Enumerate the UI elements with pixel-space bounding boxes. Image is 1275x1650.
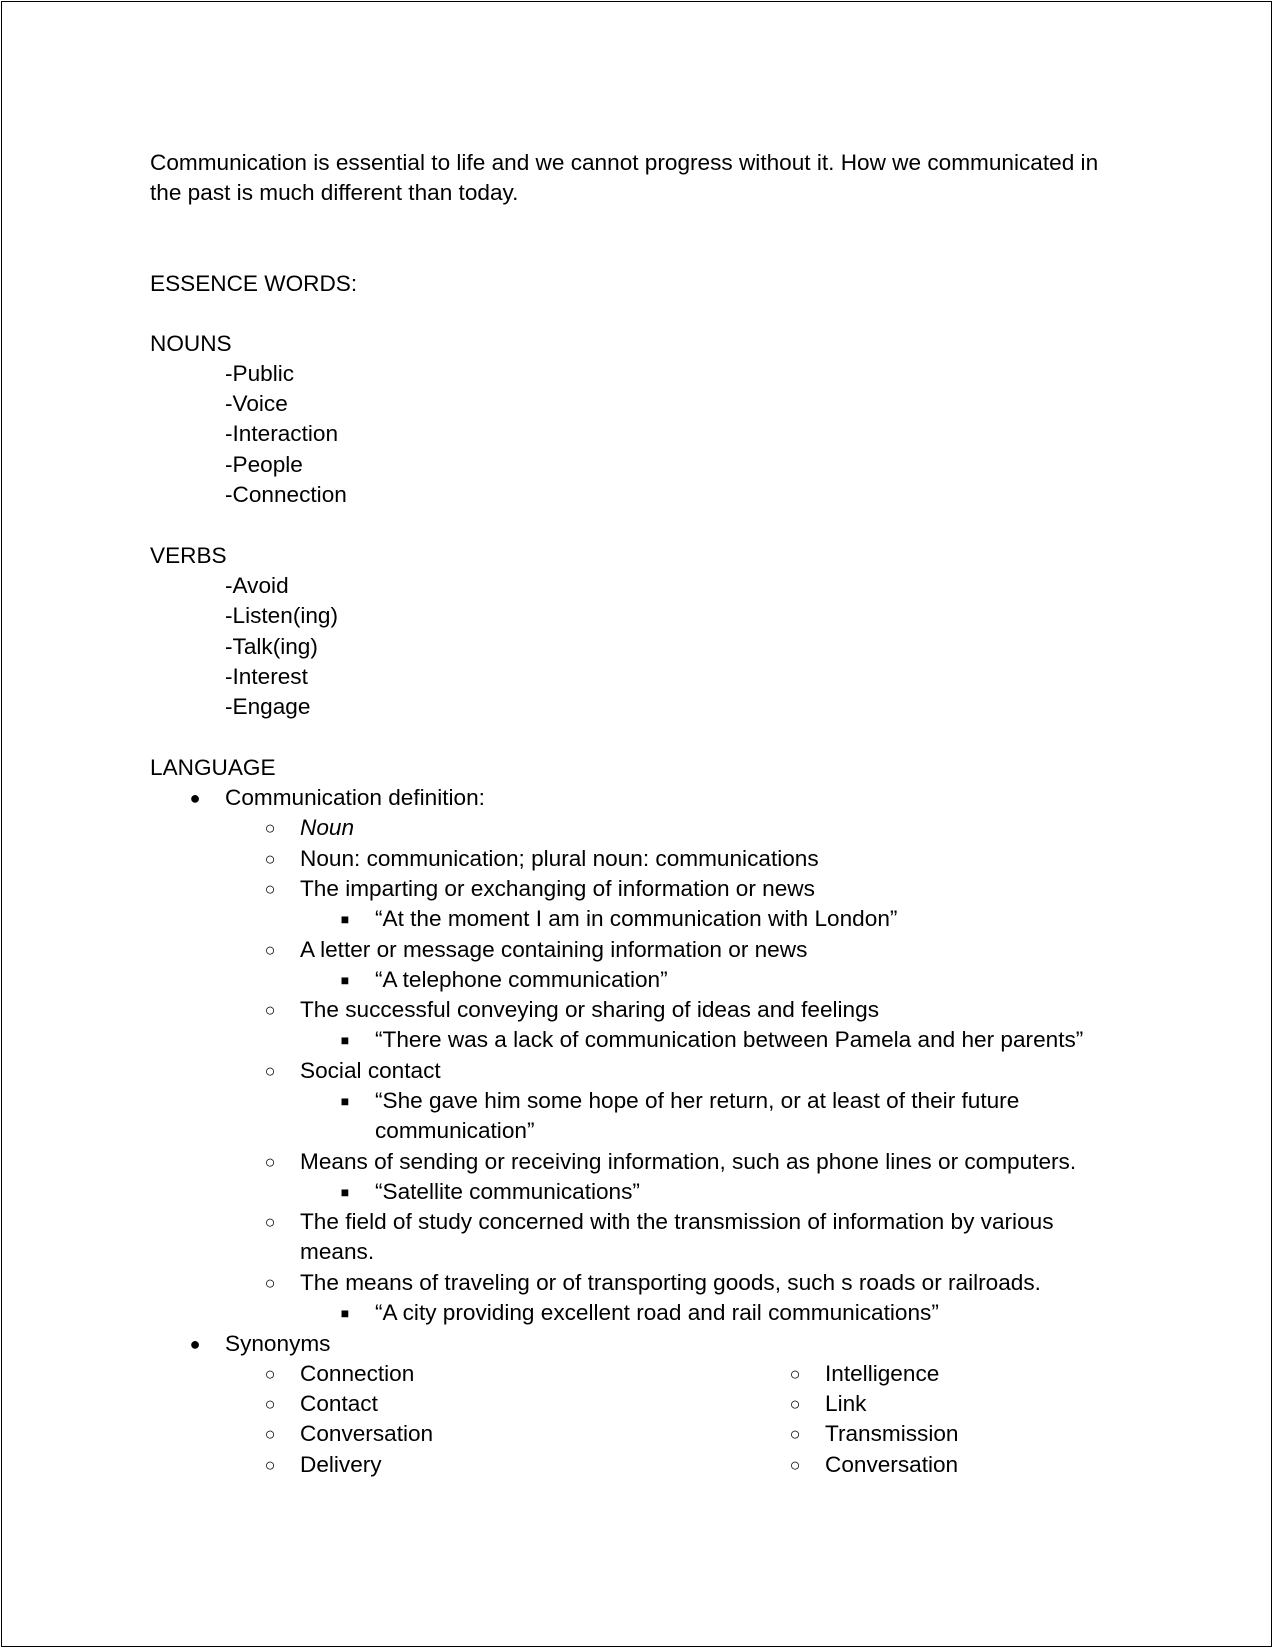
noun-item: -Interaction [225,421,339,446]
list-item [264,1056,441,1086]
definition-text: The successful conveying or sharing of ideas and feelings [300,997,879,1022]
synonym-text: Conversation [825,1452,959,1477]
example-text: “A telephone communication” [375,967,668,992]
list-item [264,935,808,965]
synonym-item [264,1359,415,1389]
noun-item: -Public [225,361,295,386]
list-item [189,783,485,813]
verb-item: -Listen(ing) [225,603,339,628]
list-item [189,1329,331,1359]
circle-bullet-icon: ○ [789,1455,801,1475]
verb-item: -Avoid [225,573,289,598]
example-text: “She gave him some hope of her return, or at least of their future [375,1088,1020,1113]
circle-bullet-icon: ○ [264,1394,276,1414]
circle-bullet-icon: ○ [264,879,276,899]
synonym-item [264,1450,382,1480]
list-item [264,874,815,904]
definition-text: The field of study concerned with the transmission of information by various [300,1209,1054,1234]
list-item [340,904,898,934]
square-bullet-icon: ■ [340,1305,350,1321]
list-item [264,995,879,1025]
intro-line-2: the past is much different than today. [150,180,519,205]
circle-bullet-icon: ○ [264,1061,276,1081]
synonym-item [789,1359,940,1389]
noun-item: -Voice [225,391,288,416]
nouns-heading: NOUNS [150,331,232,356]
synonym-text: Intelligence [825,1361,940,1386]
synonym-text: Transmission [825,1421,959,1446]
list-item [340,1086,1020,1116]
definition-text: The imparting or exchanging of information or news [300,876,815,901]
list-item [264,844,819,874]
circle-bullet-icon: ○ [264,1273,276,1293]
disc-bullet-icon: ● [189,1334,201,1354]
list-item [264,1207,1054,1237]
definition-text: Social contact [300,1058,441,1083]
synonym-item [264,1419,434,1449]
circle-bullet-icon: ○ [264,849,276,869]
circle-bullet-icon: ○ [789,1394,801,1414]
synonym-text: Conversation [300,1421,434,1446]
example-text: “At the moment I am in communication with London” [375,906,898,931]
synonym-text: Connection [300,1361,415,1386]
circle-bullet-icon: ○ [264,940,276,960]
definition-text: Means of sending or receiving information, such as phone lines or computers. [300,1149,1077,1174]
list-item [264,1268,1041,1298]
list-item [340,1177,640,1207]
square-bullet-icon: ■ [340,911,350,927]
circle-bullet-icon: ○ [264,1212,276,1232]
synonym-item [264,1389,378,1419]
circle-bullet-icon: ○ [264,1424,276,1444]
example-continuation: communication” [375,1118,535,1143]
verb-item: -Engage [225,694,311,719]
square-bullet-icon: ■ [340,1032,350,1048]
language-heading: LANGUAGE [150,755,276,780]
square-bullet-icon: ■ [340,972,350,988]
circle-bullet-icon: ○ [264,1000,276,1020]
synonym-text: Contact [300,1391,378,1416]
essence-heading: ESSENCE WORDS: [150,271,358,296]
synonym-item [789,1389,867,1419]
square-bullet-icon: ■ [340,1093,350,1109]
verbs-heading: VERBS [150,543,227,568]
synonyms-label: Synonyms [225,1331,331,1356]
example-text: “There was a lack of communication between Pamela and her parents” [375,1027,1084,1052]
list-item [264,813,355,843]
circle-bullet-icon: ○ [264,1455,276,1475]
noun-item: -People [225,452,303,477]
circle-bullet-icon: ○ [789,1364,801,1384]
verb-item: -Talk(ing) [225,634,318,659]
verb-item: -Interest [225,664,308,689]
definition-text: Noun [300,815,355,840]
synonym-text: Delivery [300,1452,382,1477]
list-item [340,1298,939,1328]
definition-label: Communication definition: [225,785,485,810]
definition-text: The means of traveling or of transporting goods, such s roads or railroads. [300,1270,1041,1295]
square-bullet-icon: ■ [340,1184,350,1200]
noun-item: -Connection [225,482,347,507]
intro-line-1: Communication is essential to life and we cannot progress without it. How we communicated in [150,150,1099,175]
list-item [340,1025,1084,1055]
definition-text: Noun: communication; plural noun: communications [300,846,819,871]
list-item [340,965,668,995]
list-item [264,1147,1077,1177]
synonym-item [789,1450,959,1480]
example-text: “Satellite communications” [375,1179,640,1204]
definition-continuation: means. [300,1239,375,1264]
circle-bullet-icon: ○ [264,1364,276,1384]
circle-bullet-icon: ○ [264,818,276,838]
example-text: “A city providing excellent road and rail communications” [375,1300,939,1325]
disc-bullet-icon: ● [189,788,201,808]
circle-bullet-icon: ○ [789,1424,801,1444]
synonym-item [789,1419,959,1449]
definition-text: A letter or message containing information or news [300,937,808,962]
page-border [1,1,1272,1647]
synonym-text: Link [825,1391,867,1416]
circle-bullet-icon: ○ [264,1152,276,1172]
